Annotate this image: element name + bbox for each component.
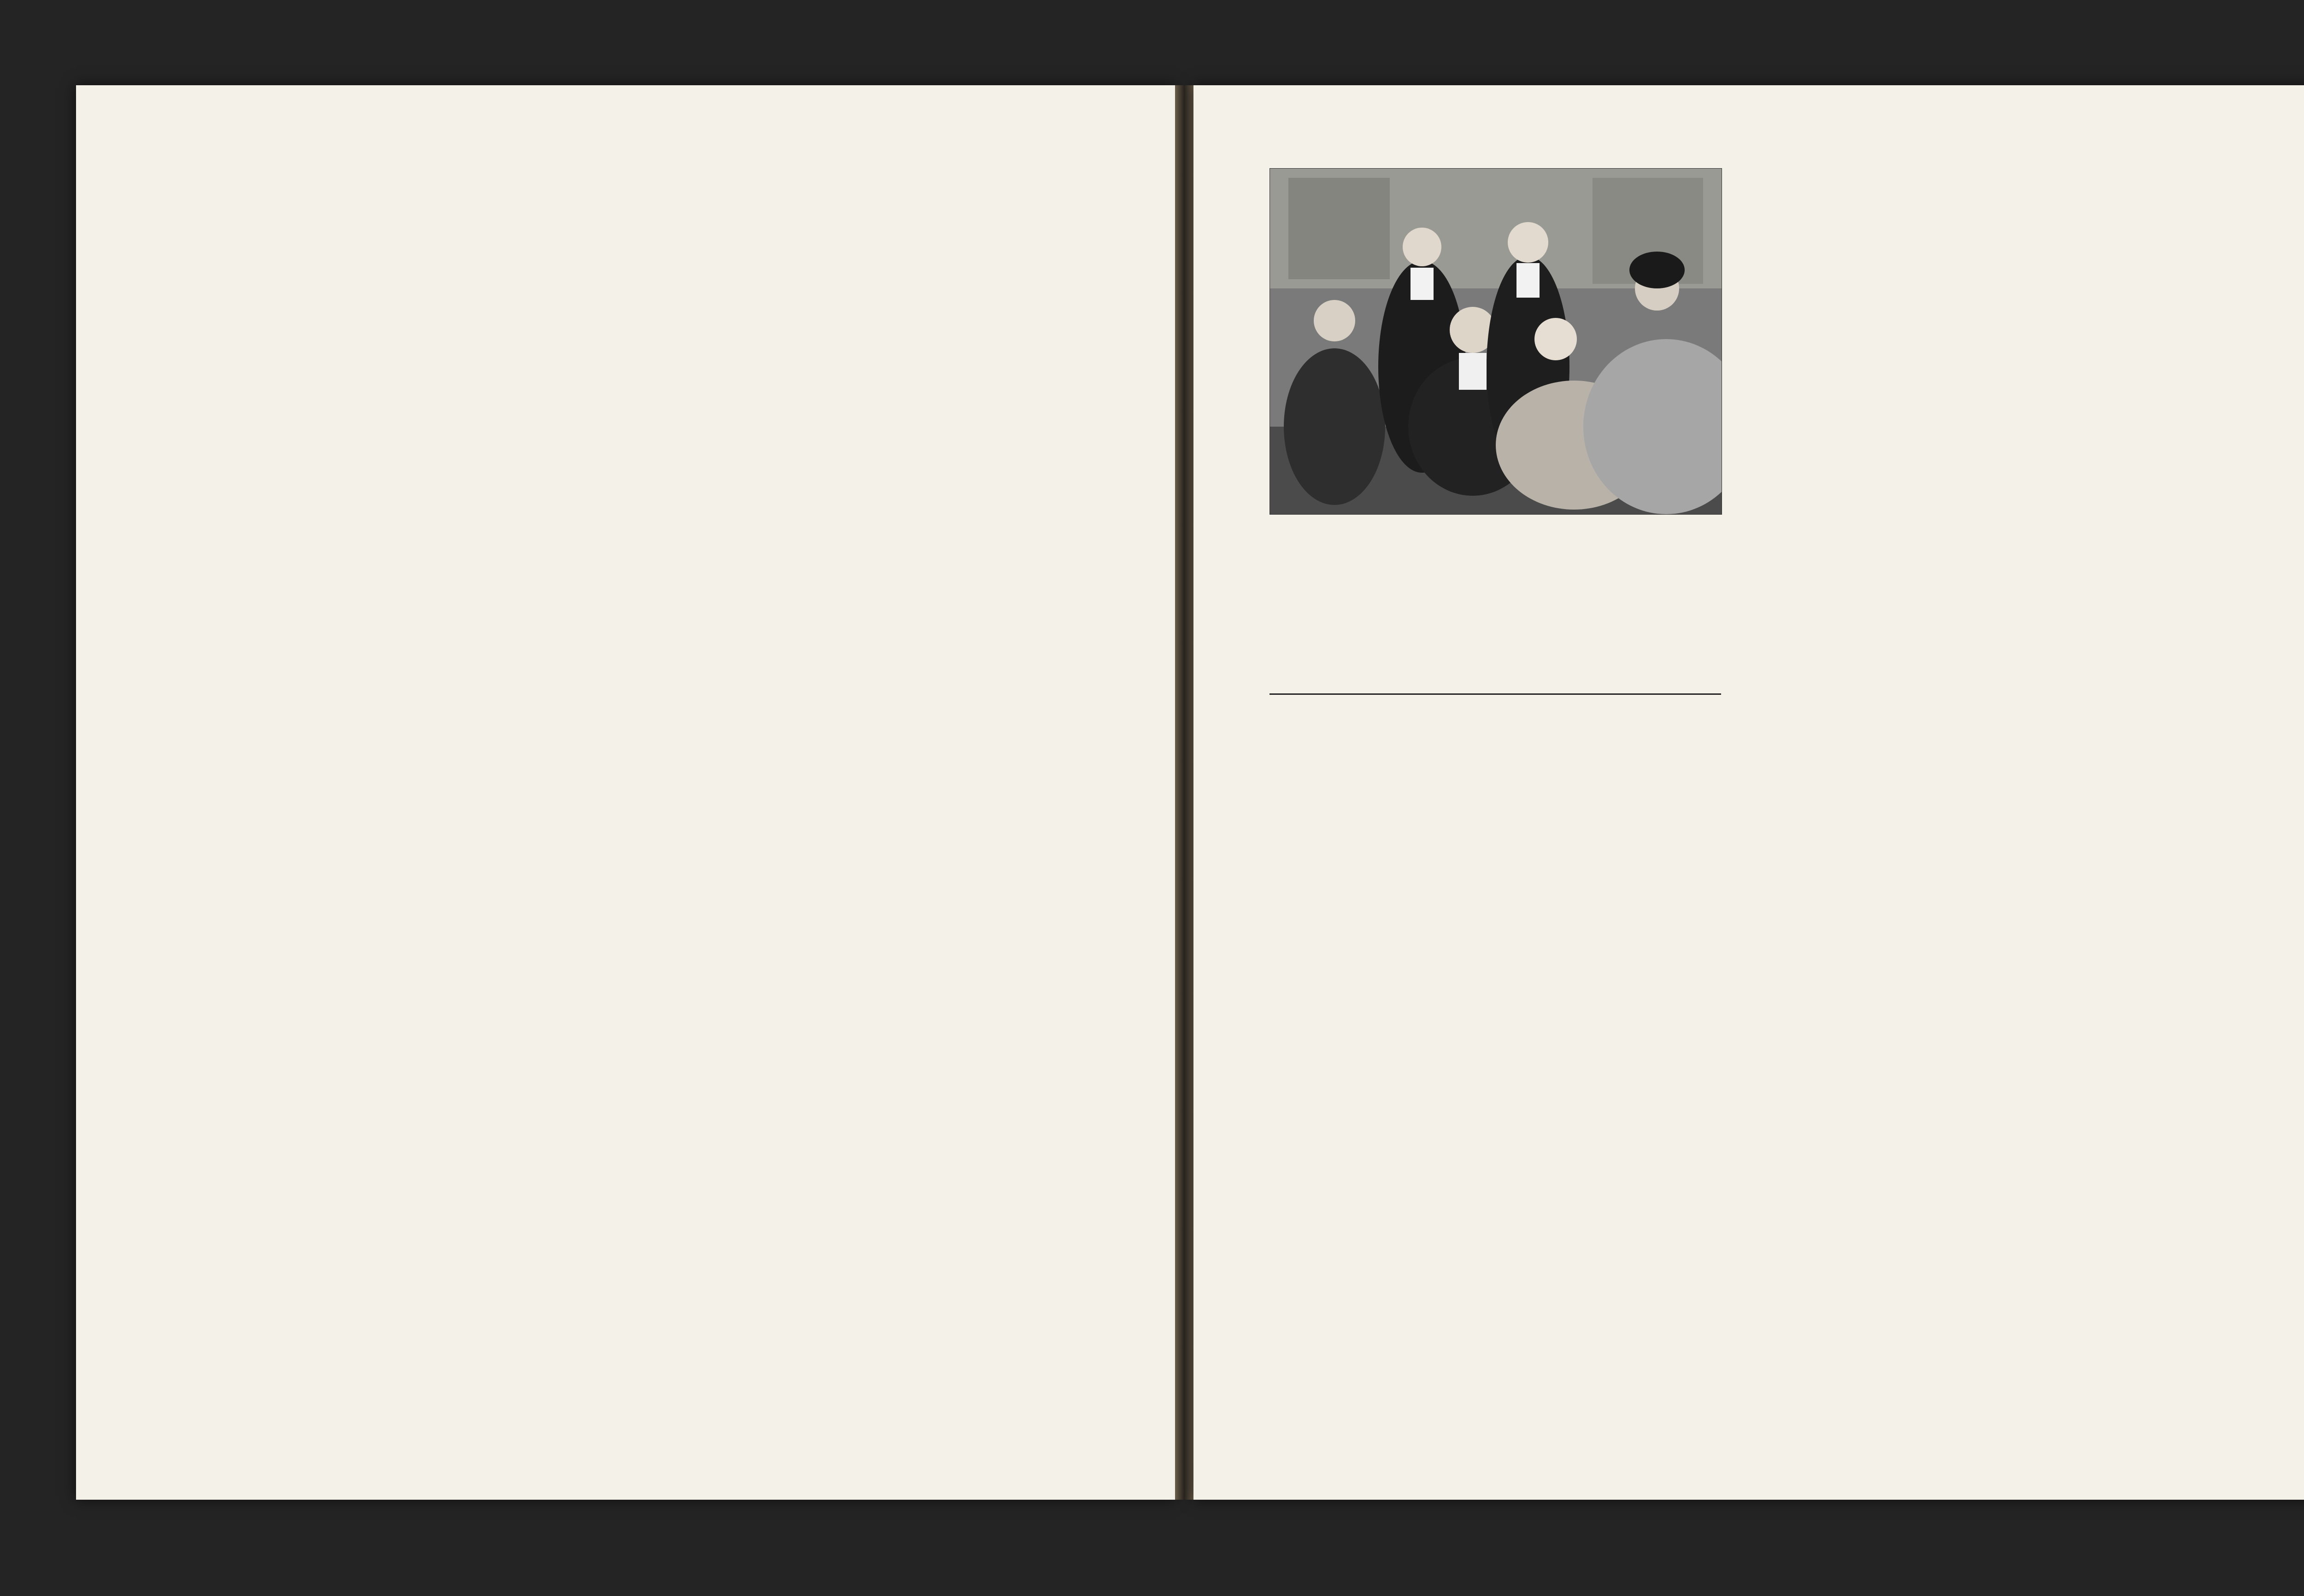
left-page <box>76 85 1175 1500</box>
divider-rule <box>1270 693 1721 695</box>
right-column-1 <box>1270 744 1721 753</box>
right-column-2 <box>1779 161 2233 170</box>
photo-illustration <box>1270 169 1722 514</box>
book-gutter <box>1175 85 1193 1500</box>
group-photograph <box>1270 168 1722 515</box>
section-title <box>1270 707 1721 732</box>
